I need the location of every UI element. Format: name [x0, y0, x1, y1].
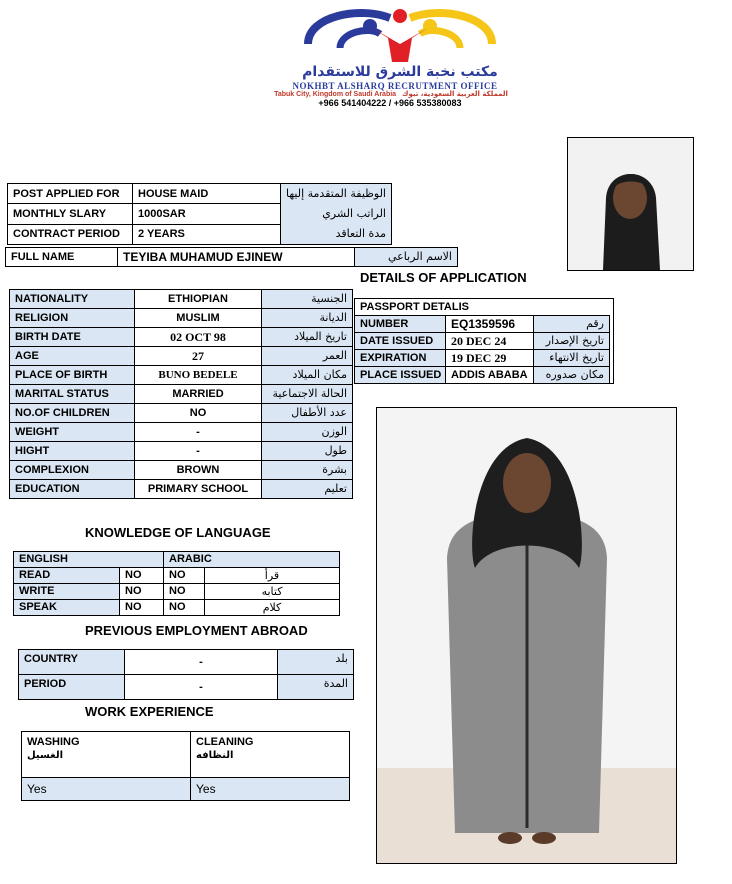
- detail-value: MUSLIM: [135, 309, 262, 328]
- salary-label-ar: الراتب الشري: [322, 207, 386, 220]
- employment-label: PERIOD: [19, 675, 125, 700]
- employment-title: PREVIOUS EMPLOYMENT ABROAD: [85, 623, 308, 638]
- detail-label: WEIGHT: [10, 423, 135, 442]
- detail-value: MARRIED: [135, 385, 262, 404]
- work-item-en: WASHING: [27, 736, 80, 748]
- language-english-header: ENGLISH: [14, 552, 164, 568]
- language-english-value: NO: [120, 568, 164, 584]
- address-english: Tabuk City, Kingdom of Saudi Arabia: [274, 91, 397, 98]
- details-title: DETAILS OF APPLICATION: [360, 270, 527, 285]
- language-skill: READ: [14, 568, 120, 584]
- work-item: [22, 732, 191, 778]
- table-row: [10, 461, 353, 480]
- language-arabic-value: NO: [164, 600, 205, 616]
- table-row: [10, 309, 353, 328]
- passport-title: PASSPORT DETALIS: [360, 301, 469, 313]
- passport-label: EXPIRATION: [355, 350, 446, 367]
- table-row: [10, 385, 353, 404]
- address-arabic: المملكة العربية السعودية، تبوك: [402, 90, 508, 98]
- language-table: [13, 551, 340, 616]
- detail-label-ar: تاريخ الميلاد: [262, 328, 353, 347]
- detail-label: PLACE OF BIRTH: [10, 366, 135, 385]
- language-skill: WRITE: [14, 584, 120, 600]
- post-label-ar: الوظيفة المتقدمة إليها: [286, 187, 386, 200]
- contract-value: 2 YEARS: [133, 224, 281, 244]
- table-row: [6, 248, 458, 267]
- full-name-label: FULL NAME: [6, 248, 118, 267]
- position-arabic-labels: [281, 184, 392, 245]
- detail-value: 02 OCT 98: [135, 328, 262, 347]
- passport-value: 20 DEC 24: [446, 333, 534, 350]
- passport-label: PLACE ISSUED: [355, 367, 446, 384]
- language-skill: SPEAK: [14, 600, 120, 616]
- table-row: [355, 333, 610, 350]
- office-phones: +966 541404222 / +966 535380083: [318, 98, 462, 108]
- detail-label: COMPLEXION: [10, 461, 135, 480]
- table-row: [14, 584, 340, 600]
- table-row: [10, 347, 353, 366]
- detail-label: AGE: [10, 347, 135, 366]
- detail-label: NO.OF CHILDREN: [10, 404, 135, 423]
- passport-value: EQ1359596: [446, 316, 534, 333]
- detail-value: BUNO BEDELE: [135, 366, 262, 385]
- detail-label: MARITAL STATUS: [10, 385, 135, 404]
- post-value: HOUSE MAID: [133, 184, 281, 204]
- detail-label-ar: بشرة: [262, 461, 353, 480]
- detail-label-ar: الديانة: [262, 309, 353, 328]
- work-item-en: CLEANING: [196, 736, 254, 748]
- detail-value: PRIMARY SCHOOL: [135, 480, 262, 499]
- full-name-value: TEYIBA MUHAMUD EJINEW: [118, 248, 355, 267]
- contract-label-ar: مدة التعاقد: [335, 227, 386, 240]
- employment-value: -: [125, 675, 278, 700]
- work-item-ar: الغسيل: [27, 750, 64, 761]
- table-row: [10, 480, 353, 499]
- table-row: [355, 350, 610, 367]
- position-table: [7, 183, 392, 245]
- full-name-label-ar: الاسم الرباعي: [355, 248, 458, 267]
- employment-label: COUNTRY: [19, 650, 125, 675]
- table-row: [14, 568, 340, 584]
- language-english-value: NO: [120, 600, 164, 616]
- detail-value: -: [135, 423, 262, 442]
- detail-label-ar: عدد الأطفال: [262, 404, 353, 423]
- table-row: [355, 316, 610, 333]
- passport-label-ar: رقم: [534, 316, 610, 333]
- full-body-photo: [376, 407, 677, 864]
- work-value: Yes: [22, 778, 191, 801]
- detail-value: -: [135, 442, 262, 461]
- passport-table: [354, 315, 610, 384]
- table-row: [10, 404, 353, 423]
- details-table: [9, 289, 353, 499]
- language-title: KNOWLEDGE OF LANGUAGE: [85, 525, 271, 540]
- employment-table: [18, 649, 354, 700]
- office-name-arabic: مكتب نخبة الشرق للاستقدام: [302, 64, 498, 80]
- office-logo: [300, 4, 500, 70]
- table-row: [10, 423, 353, 442]
- work-table: [21, 731, 350, 801]
- detail-value: NO: [135, 404, 262, 423]
- passport-value: ADDIS ABABA: [446, 367, 534, 384]
- full-name-table: [5, 247, 458, 267]
- work-item: [191, 732, 350, 778]
- table-row: [22, 732, 350, 778]
- office-address: [236, 90, 546, 98]
- table-row: [22, 778, 350, 801]
- passport-label: NUMBER: [355, 316, 446, 333]
- passport-label: DATE ISSUED: [355, 333, 446, 350]
- detail-value: ETHIOPIAN: [135, 290, 262, 309]
- work-item-ar: النظافه: [196, 750, 234, 761]
- table-row: [8, 184, 392, 204]
- work-title: WORK EXPERIENCE: [85, 704, 214, 719]
- detail-label: NATIONALITY: [10, 290, 135, 309]
- detail-label-ar: تعليم: [262, 480, 353, 499]
- detail-label-ar: طول: [262, 442, 353, 461]
- table-row: [14, 552, 340, 568]
- detail-label: RELIGION: [10, 309, 135, 328]
- language-skill-ar: كتابه: [205, 584, 340, 600]
- detail-value: BROWN: [135, 461, 262, 480]
- language-arabic-value: NO: [164, 568, 205, 584]
- passport-value: 19 DEC 29: [446, 350, 534, 367]
- table-row: [10, 366, 353, 385]
- office-name-english: NOKHBT ALSHARQ RECRUTMENT OFFICE: [292, 81, 498, 91]
- employment-label-ar: المدة: [278, 675, 354, 700]
- detail-label-ar: الوزن: [262, 423, 353, 442]
- detail-label: HIGHT: [10, 442, 135, 461]
- table-row: [19, 650, 354, 675]
- detail-label-ar: الجنسية: [262, 290, 353, 309]
- table-row: [10, 328, 353, 347]
- language-skill-ar: كلام: [205, 600, 340, 616]
- table-row: [10, 442, 353, 461]
- table-row: [14, 600, 340, 616]
- headshot-photo: [567, 137, 694, 271]
- detail-label-ar: مكان الميلاد: [262, 366, 353, 385]
- employment-value: -: [125, 650, 278, 675]
- contract-label: CONTRACT PERIOD: [8, 224, 133, 244]
- salary-label: MONTHLY SLARY: [8, 204, 133, 224]
- detail-value: 27: [135, 347, 262, 366]
- table-row: [10, 290, 353, 309]
- table-row: [19, 675, 354, 700]
- passport-label-ar: مكان صدوره: [534, 367, 610, 384]
- language-english-value: NO: [120, 584, 164, 600]
- detail-label: BIRTH DATE: [10, 328, 135, 347]
- detail-label-ar: العمر: [262, 347, 353, 366]
- work-value: Yes: [191, 778, 350, 801]
- language-skill-ar: قرأ: [205, 568, 340, 584]
- table-row: [355, 367, 610, 384]
- employment-label-ar: بلد: [278, 650, 354, 675]
- detail-label: EDUCATION: [10, 480, 135, 499]
- post-label: POST APPLIED FOR: [8, 184, 133, 204]
- salary-value: 1000SAR: [133, 204, 281, 224]
- passport-label-ar: تاريخ الإصدار: [534, 333, 610, 350]
- language-arabic-value: NO: [164, 584, 205, 600]
- passport-label-ar: تاريخ الانتهاء: [534, 350, 610, 367]
- detail-label-ar: الحالة الاجتماعية: [262, 385, 353, 404]
- language-arabic-header: ARABIC: [164, 552, 340, 568]
